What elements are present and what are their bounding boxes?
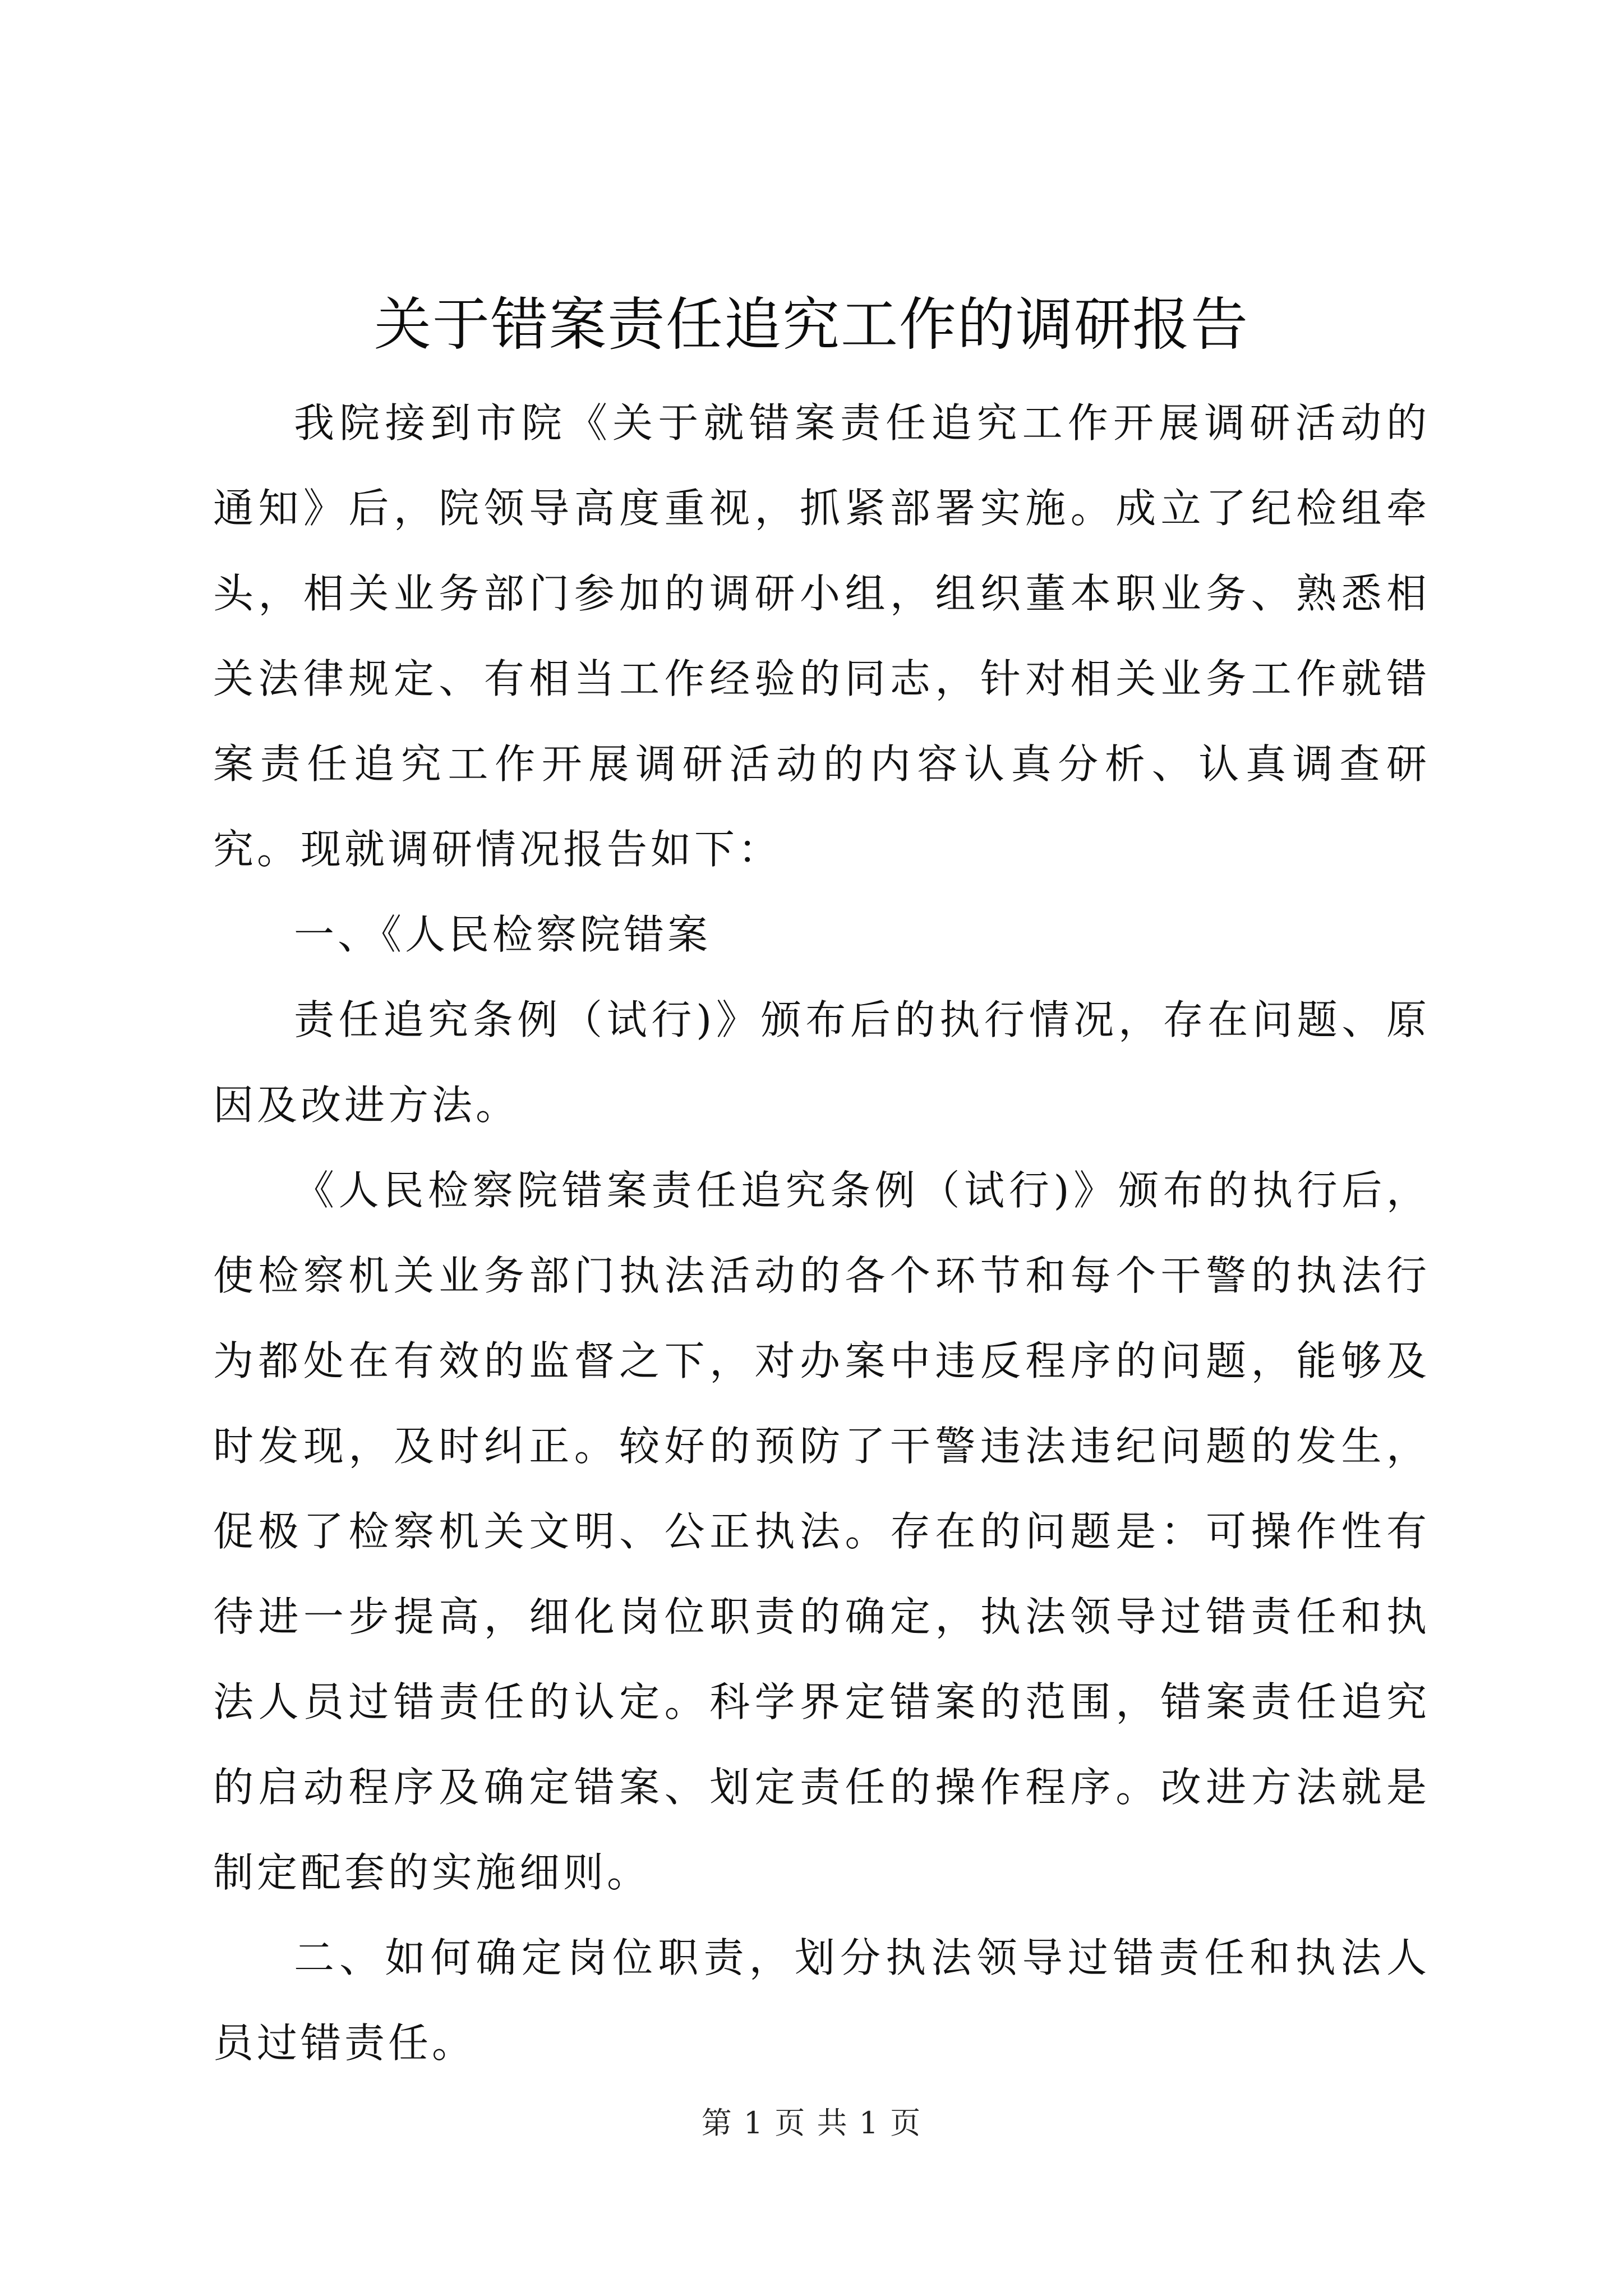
- paragraph-section-two-heading: 二、如何确定岗位职责，划分执法领导过错责任和执法人员过错责任。: [213, 1934, 1430, 2067]
- paragraph-section-one-body: 《人民检察院错案责任追究条例（试行)》颁布的执行后，使检察机关业务部门执法活动的各个环节和每个干警的执法行为都处在有效的监督之下，对办案中违反程序的问题，能够及时发现，及时纠正。较好的预防了干警违法违纪问题的发生，促极了检察机关文明、公正执法。存在的问题是：可操作性有待进一步提高，细化岗位职责的确定，执法领导过错责任和执法人员过错责任的认定。科学界定错案的范围，错案责任追究的启动程序及确定错案、划定责任的操作程序。改进方法就是制定配套的实施细则。: [213, 1167, 1430, 1896]
- paragraph-intro: 我院接到市院《关于就错案责任追究工作开展调研活动的通知》后，院领导高度重视，抓紧部署实施。成立了纪检组牵头，相关业务部门参加的调研小组，组织董本职业务、熟悉相关法律规定、有相当工作经验的同志，针对相关业务工作就错案责任追究工作开展调研活动的内容认真分析、认真调查研究。现就调研情况报告如下：: [213, 399, 1430, 873]
- document-title: 关于错案责任追究工作的调研报告: [374, 292, 1249, 358]
- paragraph-section-one-topic: 责任追究条例（试行)》颁布后的执行情况，存在问题、原因及改进方法。: [213, 996, 1430, 1129]
- document-body: [213, 380, 1430, 2086]
- page-footer: 第 1 页 共 1 页: [701, 2105, 922, 2141]
- paragraph-section-one-heading: 一、《人民检察院错案: [294, 911, 712, 958]
